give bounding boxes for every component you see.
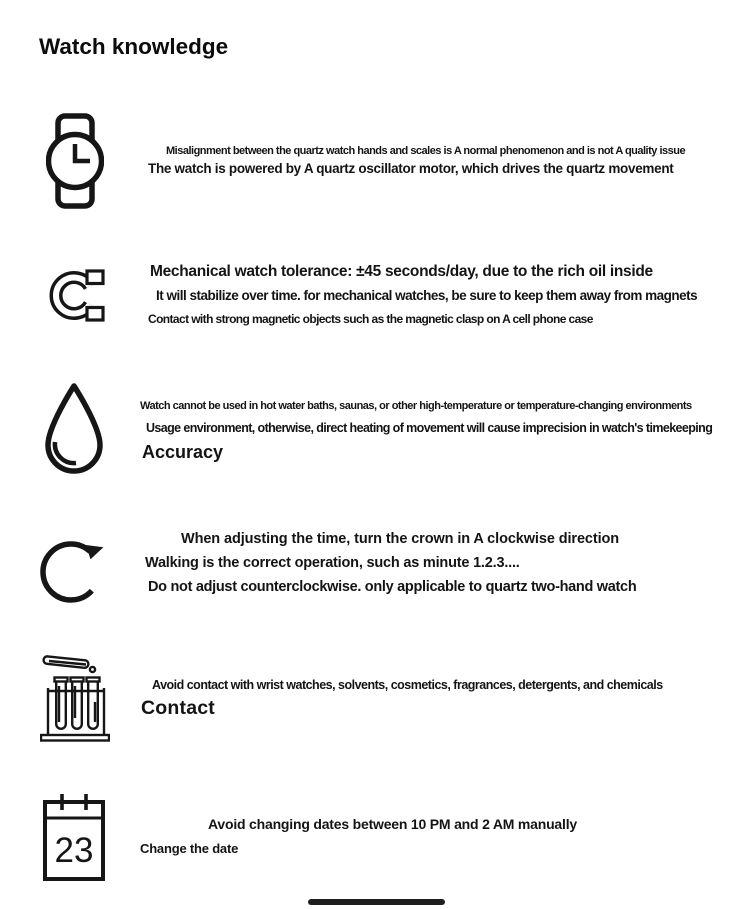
- water-drop-icon: [42, 382, 106, 476]
- avoid-date-change-line: Avoid changing dates between 10 PM and 2 AM manually: [208, 816, 577, 832]
- avoid-chemicals-line: Avoid contact with wrist watches, solvents, cosmetics, fragrances, detergents, and chemicals: [152, 678, 663, 692]
- contact-heading: Contact: [141, 697, 215, 719]
- quartz-movement-line: The watch is powered by A quartz oscillator motor, which drives the quartz movement: [148, 161, 674, 176]
- home-indicator-bar: [308, 899, 445, 905]
- adjust-time-line: When adjusting the time, turn the crown in A clockwise direction: [181, 531, 620, 547]
- clockwise-arrow-icon: [37, 528, 109, 610]
- page-title: Watch knowledge: [39, 34, 229, 59]
- test-tubes-icon: [40, 650, 110, 742]
- wrist-watch-icon: [46, 112, 104, 210]
- hot-water-line: Watch cannot be used in hot water baths, saunas, or other high-temperature or temperature-changing environments: [140, 400, 692, 412]
- calendar-icon: [42, 793, 106, 883]
- change-date-line: Change the date: [140, 841, 239, 856]
- calendar-day-number: 23: [54, 831, 94, 870]
- magnetic-contact-line: Contact with strong magnetic objects such as the magnetic clasp on A cell phone case: [148, 312, 593, 326]
- usage-environment-line: Usage environment, otherwise, direct heating of movement will cause imprecision in watch's timekeeping: [146, 421, 713, 435]
- magnet-icon: [46, 268, 106, 323]
- tolerance-line: Mechanical watch tolerance: ±45 seconds/day, due to the rich oil inside: [150, 263, 653, 280]
- stabilize-line: It will stabilize over time. for mechanical watches, be sure to keep them away from magnets: [156, 288, 698, 303]
- walking-line: Walking is the correct operation, such as minute 1.2.3....: [145, 555, 520, 571]
- quartz-note-line: Misalignment between the quartz watch hands and scales is A normal phenomenon and is not A quality issue: [166, 145, 686, 157]
- accuracy-heading: Accuracy: [142, 442, 224, 462]
- counterclockwise-line: Do not adjust counterclockwise. only applicable to quartz two-hand watch: [148, 579, 637, 595]
